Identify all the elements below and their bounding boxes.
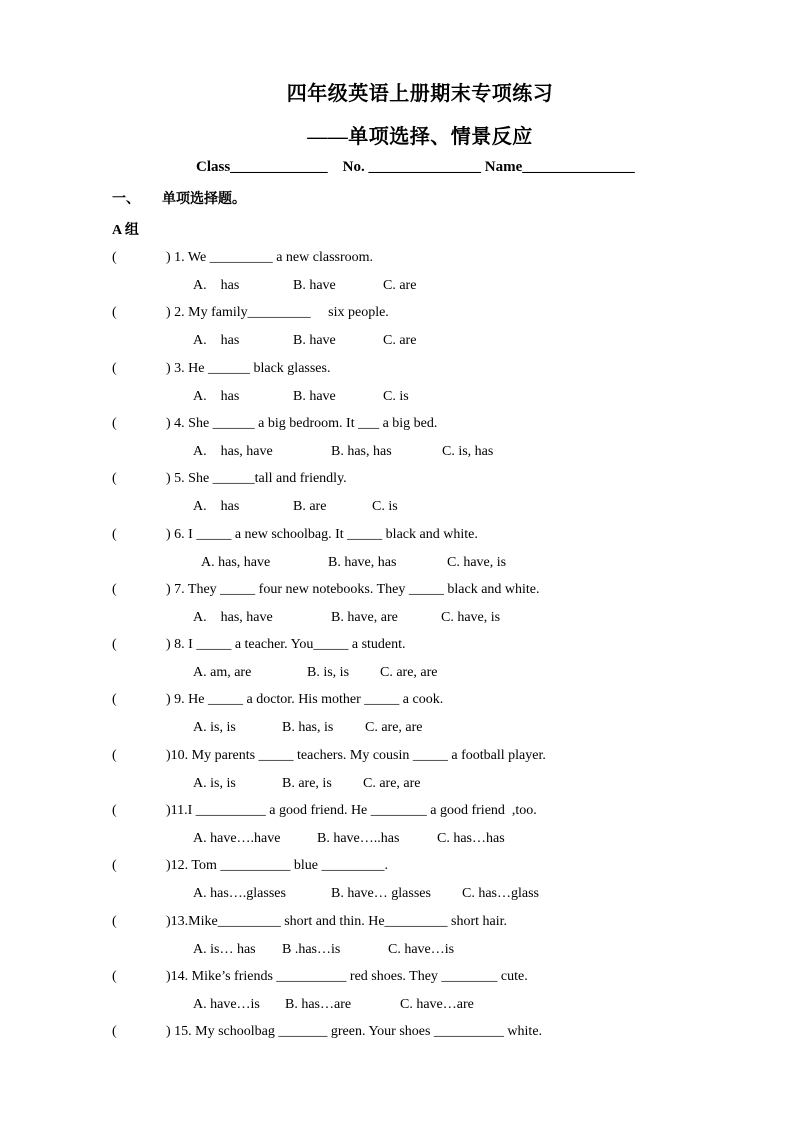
answer-paren-open: ( — [112, 637, 117, 653]
answer-option: C. have…are — [400, 996, 474, 1012]
answer-paren-open: ( — [112, 913, 117, 929]
answer-paren-open: ( — [112, 747, 117, 763]
question-text: ) 2. My family_________ six people. — [166, 305, 389, 321]
answer-option: B. have, are — [331, 609, 398, 625]
answer-paren-open: ( — [112, 1024, 117, 1040]
answer-paren-open: ( — [112, 250, 117, 265]
answer-option: C. is — [372, 499, 398, 515]
answer-option: B. is, is — [307, 665, 350, 681]
section-number: 一、 — [112, 192, 140, 207]
answer-option: B. have — [293, 388, 336, 404]
answer-option: A. is, is — [193, 720, 236, 736]
answer-option: C. are, are — [363, 775, 421, 791]
answer-option: A. has — [193, 333, 240, 349]
answer-option: A. is, is — [193, 775, 236, 791]
answer-paren-open: ( — [112, 415, 117, 431]
answer-option: B. have…..has — [317, 831, 400, 846]
question-text: )13.Mike_________ short and thin. He_________ short hair. — [166, 913, 508, 929]
answer-paren-open: ( — [112, 858, 117, 874]
answer-option: B. have — [293, 278, 336, 293]
answer-paren-open: ( — [112, 581, 117, 597]
answer-paren-open: ( — [112, 803, 117, 818]
question-text: )12. Tom __________ blue _________. — [166, 858, 388, 874]
answer-option: A. is… has — [193, 941, 256, 957]
answer-option: A. has, have — [193, 443, 273, 459]
answer-option: C. have…is — [388, 941, 455, 957]
answer-option: B. are — [293, 499, 327, 515]
question-text: ) 3. He ______ black glasses. — [166, 360, 331, 376]
answer-option: C. is — [383, 388, 409, 404]
question-text: ) 9. He _____ a doctor. His mother _____ a cook. — [166, 692, 444, 708]
answer-option: A. has, have — [193, 609, 273, 625]
answer-option: A. has — [193, 278, 240, 293]
answer-option: B. has, is — [282, 720, 334, 736]
answer-option: C. is, has — [442, 443, 494, 459]
answer-option: A. has — [193, 388, 240, 404]
answer-option: C. are, are — [380, 665, 438, 681]
student-info-line: Class_____________ No. _______________ Name_______________ — [196, 159, 635, 175]
question-text: ) 4. She ______ a big bedroom. It ___ a big bed. — [166, 415, 438, 431]
answer-option: A. has, have — [201, 554, 271, 570]
answer-option: C. has…glass — [462, 886, 539, 902]
answer-option: C. are — [383, 278, 417, 293]
question-text: ) 8. I _____ a teacher. You_____ a student. — [166, 637, 406, 653]
answer-option: C. are — [383, 333, 417, 349]
page-subtitle: ——单项选择、情景反应 — [307, 126, 533, 148]
answer-paren-open: ( — [112, 360, 117, 376]
answer-paren-open: ( — [112, 305, 117, 321]
section-label: 单项选择题。 — [162, 192, 246, 207]
answer-option: B. has, has — [331, 443, 392, 459]
answer-option: C. has…has — [437, 831, 505, 846]
answer-option: B .has…is — [282, 941, 341, 957]
question-text: )14. Mike’s friends __________ red shoes. They ________ cute. — [166, 968, 528, 984]
question-text: ) 6. I _____ a new schoolbag. It _____ black and white. — [166, 526, 478, 542]
answer-paren-open: ( — [112, 968, 117, 984]
question-text: ) 5. She ______tall and friendly. — [166, 471, 347, 487]
question-text: ) 15. My schoolbag _______ green. Your shoes __________ white. — [166, 1024, 543, 1040]
answer-option: C. have, is — [441, 609, 501, 625]
question-text: )10. My parents _____ teachers. My cousin _____ a football player. — [166, 747, 546, 763]
answer-option: C. have, is — [447, 554, 507, 570]
answer-option: C. are, are — [365, 720, 423, 736]
answer-option: B. has…are — [285, 996, 352, 1012]
answer-option: B. have — [293, 333, 336, 349]
page-title: 四年级英语上册期末专项练习 — [286, 83, 554, 105]
answer-paren-open: ( — [112, 692, 117, 708]
answer-option: A. am, are — [193, 665, 252, 681]
answer-option: A. has — [193, 499, 240, 515]
question-text: ) 7. They _____ four new notebooks. They _____ black and white. — [166, 581, 540, 597]
answer-paren-open: ( — [112, 471, 117, 487]
answer-option: B. have, has — [328, 554, 397, 570]
answer-option: A. have….have — [193, 831, 281, 846]
answer-option: A. has….glasses — [193, 886, 286, 902]
question-text: ) 1. We _________ a new classroom. — [166, 250, 374, 265]
answer-option: B. are, is — [282, 775, 332, 791]
group-label: A 组 — [112, 223, 139, 238]
question-text: )11.I __________ a good friend. He ________ a good friend ,too. — [166, 803, 537, 818]
answer-option: A. have…is — [193, 996, 260, 1012]
answer-paren-open: ( — [112, 526, 117, 542]
answer-option: B. have… glasses — [331, 886, 431, 902]
